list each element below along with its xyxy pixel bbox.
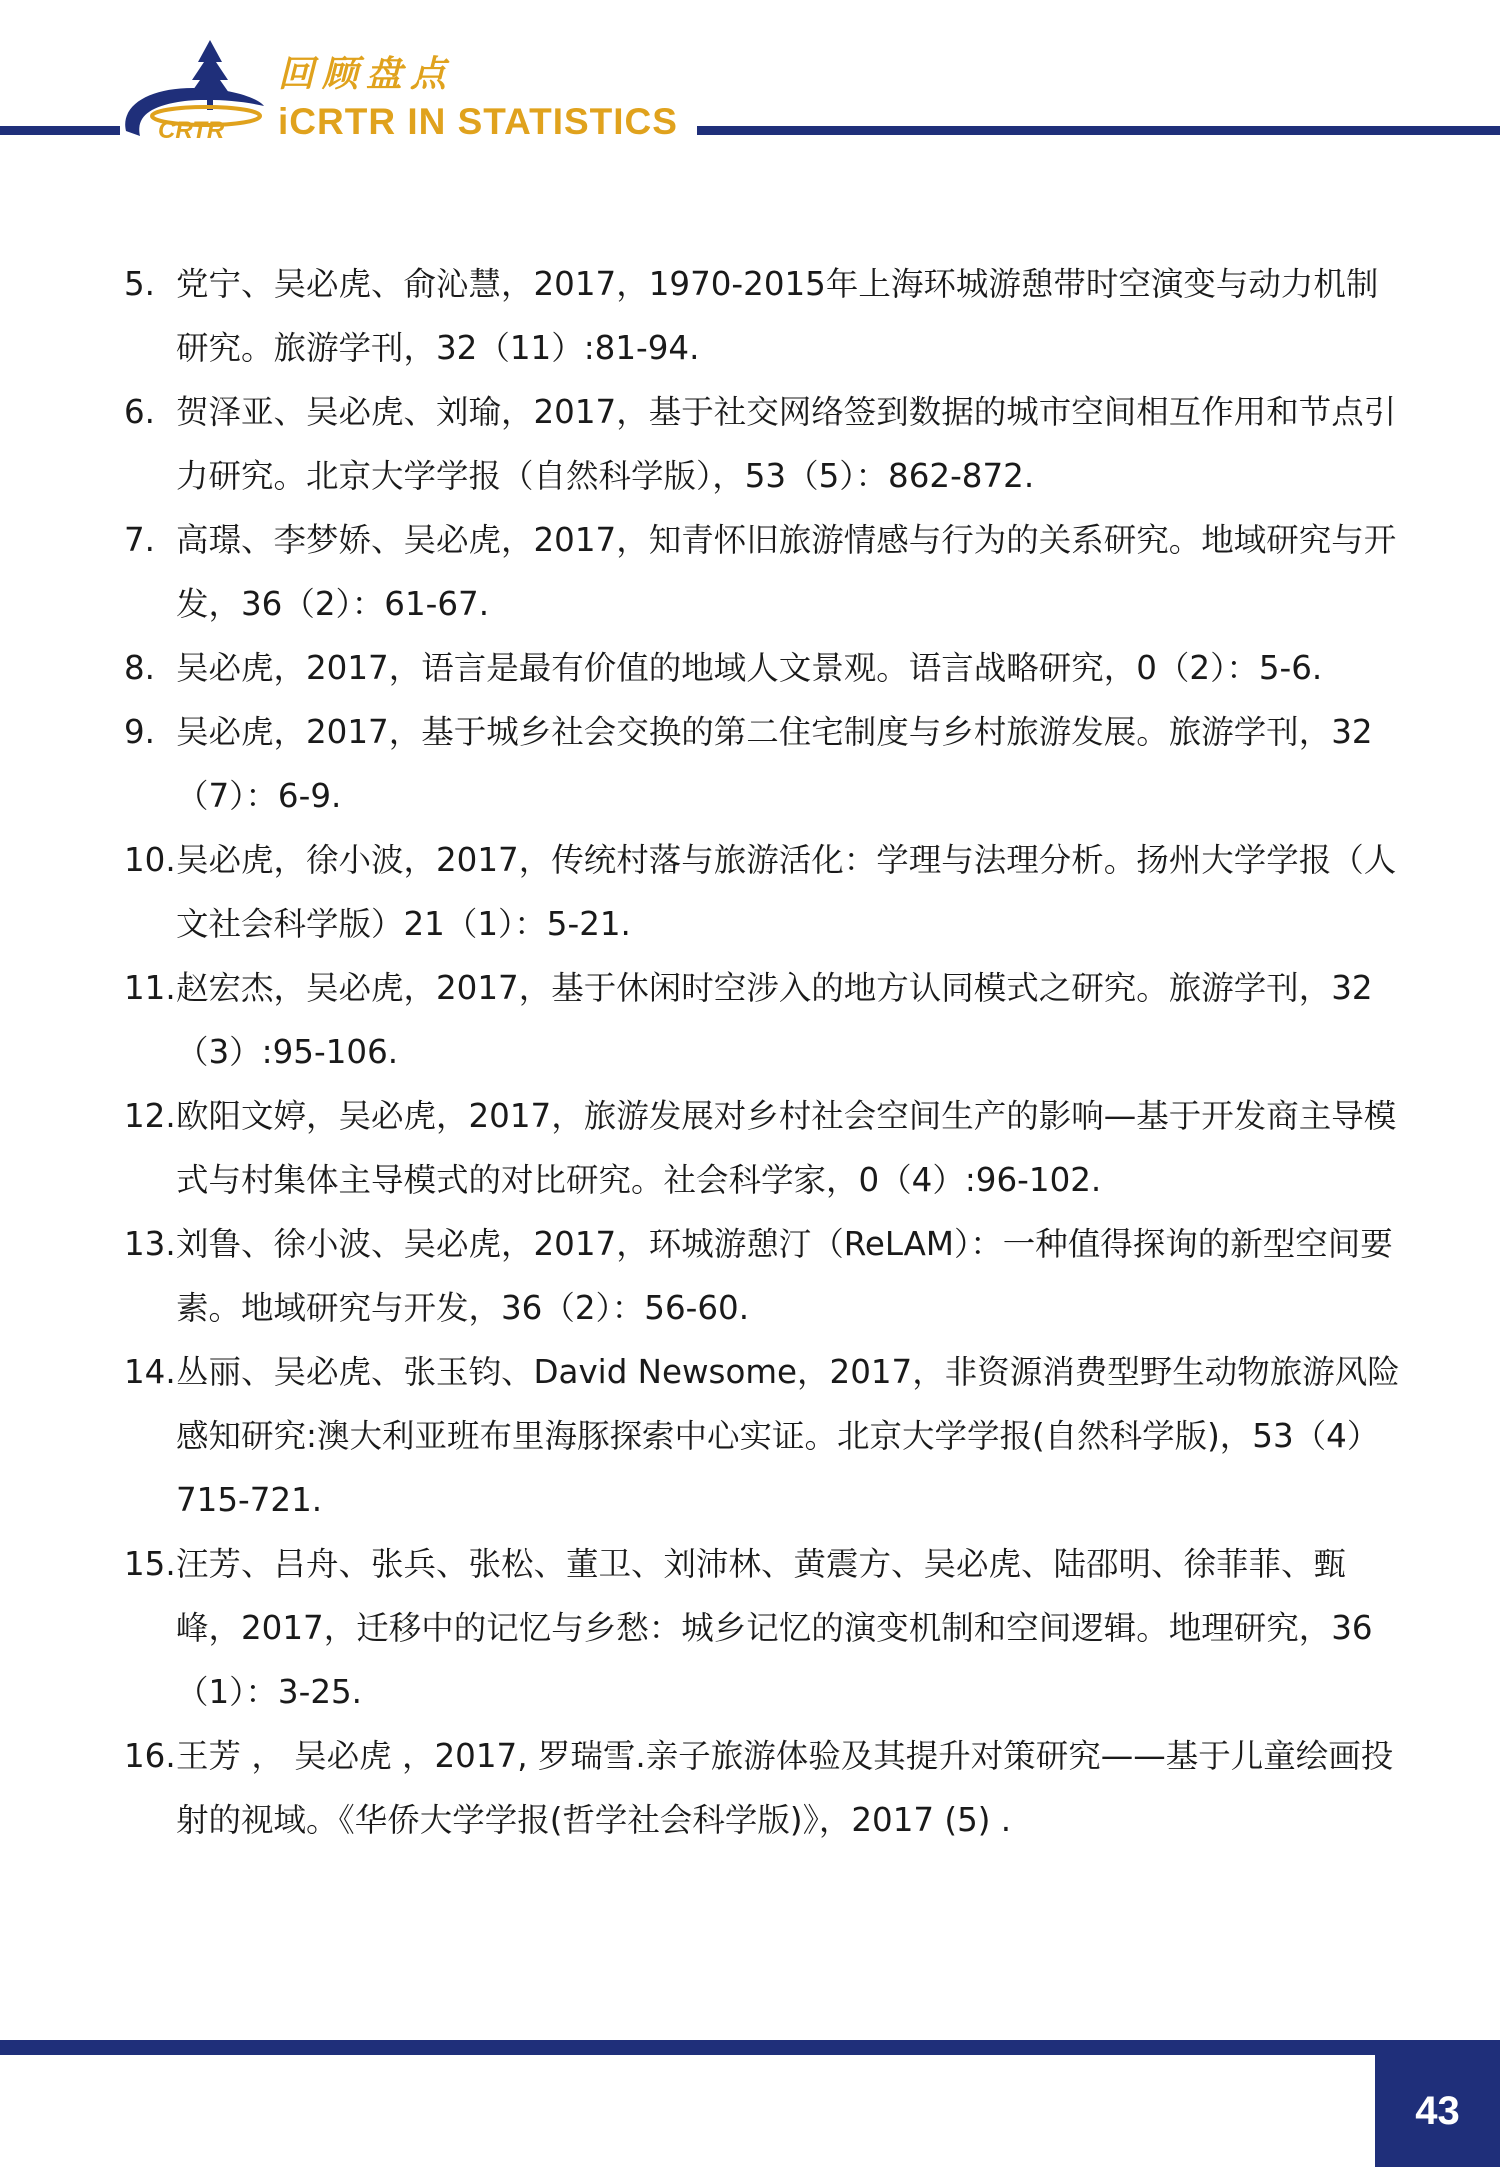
reference-item [124, 1084, 1404, 1212]
reference-item [124, 508, 1404, 636]
reference-item [124, 636, 1404, 700]
reference-number: 8. [124, 649, 156, 687]
footer-rule [0, 2040, 1500, 2055]
reference-item [124, 700, 1404, 828]
reference-item [124, 1532, 1404, 1724]
page-number: 43 [1415, 2088, 1460, 2133]
reference-number: 15. [124, 1545, 176, 1583]
page-header [0, 0, 1500, 160]
reference-item [124, 1340, 1404, 1532]
reference-number: 9. [124, 713, 156, 751]
reference-text: 丛丽、吴必虎、张玉钧、David Newsome，2017，非资源消费型野生动物旅游风险感知研究:澳大利亚班布里海豚探索中心实证。北京大学学报(自然科学版)，53（4）715-721. [176, 1353, 1400, 1519]
reference-number: 16. [124, 1737, 176, 1775]
reference-text: 刘鲁、徐小波、吴必虎，2017，环城游憩汀（ReLAM）：一种值得探询的新型空间要素。地域研究与开发，36（2）：56-60. [176, 1225, 1393, 1327]
reference-item [124, 1212, 1404, 1340]
reference-item [124, 252, 1404, 380]
reference-text: 汪芳、吕舟、张兵、张松、董卫、刘沛林、黄震方、吴必虎、陆邵明、徐菲菲、甄峰，2017，迁移中的记忆与乡愁：城乡记忆的演变机制和空间逻辑。地理研究，36（1）：3-25. [176, 1545, 1373, 1711]
reference-item [124, 828, 1404, 956]
reference-number: 11. [124, 969, 176, 1007]
reference-number: 12. [124, 1097, 176, 1135]
reference-text: 贺泽亚、吴必虎、刘瑜，2017，基于社交网络签到数据的城市空间相互作用和节点引力研究。北京大学学报（自然科学版），53（5）：862-872. [176, 393, 1397, 495]
reference-text: 党宁、吴必虎、俞沁慧，2017，1970-2015年上海环城游憩带时空演变与动力机制研究。旅游学刊，32（11）:81-94. [176, 265, 1379, 367]
reference-number: 13. [124, 1225, 176, 1263]
reference-number: 14. [124, 1353, 176, 1391]
logo-letters: CRTR [158, 117, 225, 144]
reference-number: 5. [124, 265, 156, 303]
reference-text: 赵宏杰，吴必虎，2017，基于休闲时空涉入的地方认同模式之研究。旅游学刊，32（3）:95-106. [176, 969, 1373, 1071]
page-number-box [1375, 2055, 1500, 2167]
reference-number: 7. [124, 521, 156, 559]
reference-text: 高璟、李梦娇、吴必虎，2017，知青怀旧旅游情感与行为的关系研究。地域研究与开发，36（2）：61-67. [176, 521, 1397, 623]
crtr-logo-icon [118, 36, 268, 146]
reference-item [124, 956, 1404, 1084]
reference-text: 王芳 ， 吴必虎 ，2017, 罗瑞雪.亲子旅游体验及其提升对策研究——基于儿童绘画投射的视域。《华侨大学学报(哲学社会科学版)》，2017 (5) . [176, 1737, 1394, 1839]
header-title-en: iCRTR IN STATISTICS [278, 101, 678, 142]
reference-text: 吴必虎，2017，语言是最有价值的地域人文景观。语言战略研究，0（2）：5-6. [176, 649, 1323, 687]
reference-text: 欧阳文婷，吴必虎，2017，旅游发展对乡村社会空间生产的影响—基于开发商主导模式与村集体主导模式的对比研究。社会科学家，0（4）:96-102. [176, 1097, 1397, 1199]
header-title-cn: 回顾盘点 [278, 53, 455, 95]
reference-number: 10. [124, 841, 176, 879]
header-rule-right [697, 126, 1500, 135]
reference-item [124, 1724, 1404, 1852]
reference-text: 吴必虎，2017，基于城乡社会交换的第二住宅制度与乡村旅游发展。旅游学刊，32（7）：6-9. [176, 713, 1373, 815]
reference-item [124, 380, 1404, 508]
reference-text: 吴必虎，徐小波，2017，传统村落与旅游活化：学理与法理分析。扬州大学学报（人文社会科学版）21（1）：5-21. [176, 841, 1397, 943]
reference-number: 6. [124, 393, 156, 431]
header-rule-left [0, 126, 120, 135]
reference-list [124, 252, 1404, 1852]
